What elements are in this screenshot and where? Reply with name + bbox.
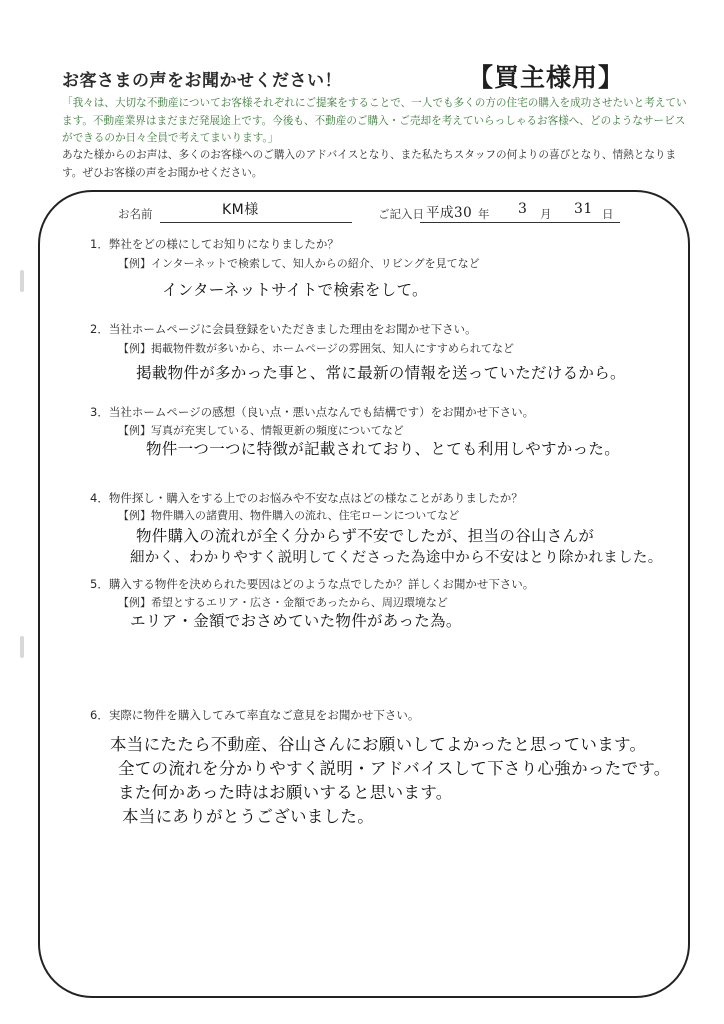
answer-6-line-4[interactable]: 本当にありがとうございました。 (122, 807, 374, 826)
name-value[interactable]: KM様 (222, 202, 259, 218)
question-2: 2．当社ホームページに会員登録をいただきました理由をお聞かせ下さい。 (90, 322, 477, 336)
answer-3-line-1[interactable]: 物件一つ一つに特徴が記載されており、とても利用しやすかった。 (146, 440, 621, 458)
page-title: お客さまの声をお聞かせください！ (62, 71, 342, 91)
question-6: 6．実際に物件を購入してみて率直なご意見をお聞かせ下さい。 (90, 708, 420, 722)
answer-6-line-3[interactable]: また何かあった時はお願いすると思います。 (118, 783, 453, 802)
punch-mark-bottom (20, 636, 24, 658)
date-label: ご記入日 (378, 207, 424, 221)
punch-mark-top (20, 270, 24, 292)
date-era-year[interactable]: 平成30 (426, 205, 473, 221)
example-2: 【例】掲載物件数が多いから、ホームページの雰囲気、知人にすすめられてなど (118, 342, 514, 355)
answer-1-line-1[interactable]: インターネットサイトで検索をして。 (162, 281, 428, 299)
question-4: 4．物件探し・購入をする上でのお悩みや不安な点はどの様なことがありましたか？ (90, 491, 523, 505)
day-unit: 日 (602, 207, 614, 221)
example-5: 【例】希望とするエリア・広さ・金額であったから、周辺環境など (118, 596, 448, 609)
month-unit: 月 (540, 207, 552, 221)
example-4: 【例】物件購入の諸費用、物件購入の流れ、住宅ローンについてなど (118, 509, 460, 522)
day-value[interactable]: 31 (574, 201, 593, 217)
name-label: お名前 (118, 207, 153, 221)
year-unit: 年 (478, 207, 490, 221)
answer-6-line-1[interactable]: 本当にたたら不動産、谷山さんにお願いしてよかったと思っています。 (110, 735, 647, 754)
example-3: 【例】写真が充実している、情報更新の頻度についてなど (118, 424, 404, 437)
answer-6-line-2[interactable]: 全ての流れを分かりやすく説明・アドバイスして下さり心強かったです。 (118, 759, 671, 778)
question-3: 3．当社ホームページの感想（良い点・悪い点なんでも結構です）をお聞かせ下さい。 (90, 405, 535, 419)
buyer-badge: 【買主様用】 (468, 63, 625, 92)
answer-4-line-1[interactable]: 物件購入の流れが全く分からず不安でしたが、担当の谷山さんが (136, 527, 595, 545)
date-underline (420, 222, 620, 223)
example-1: 【例】インターネットで検索して、知人からの紹介、リビングを見てなど (118, 257, 480, 270)
month-value[interactable]: 3 (518, 201, 528, 217)
intro-request: あなた様からのお声は、多くのお客様へのご購入のアドバイスとなり、また私たちスタッフの何よりの喜びとなり、情熱となります。ぜひお客様の声をお聞かせください。 (62, 149, 677, 179)
answer-4-line-2[interactable]: 細かく、わかりやすく説明してくださった為途中から不安はとり除かれました。 (130, 550, 663, 566)
name-underline (160, 222, 352, 223)
answer-2-line-1[interactable]: 掲載物件が多かった事と、常に最新の情報を送っていただけるから。 (136, 364, 626, 382)
answer-5-line-1[interactable]: エリア・金額でおさめていた物件があった為。 (130, 612, 462, 630)
question-1: 1．弊社をどの様にしてお知りになりましたか？ (90, 237, 339, 251)
intro-message: 「我々は、大切な不動産についてお客様それぞれにご提案をすることで、一人でも多くの方の住宅の購入を成功させたいと考えています。不動産業界はまだまだ発展途上です。今後も、不動産のご購入・ご売却を考えていらっしゃるお客様へ、どのようなサービスができるのか日々全員で考えてまいります。」 (62, 97, 687, 144)
question-5: 5．購入する物件を決められた要因はどのような点でしたか？詳しくお聞かせ下さい。 (90, 577, 535, 591)
